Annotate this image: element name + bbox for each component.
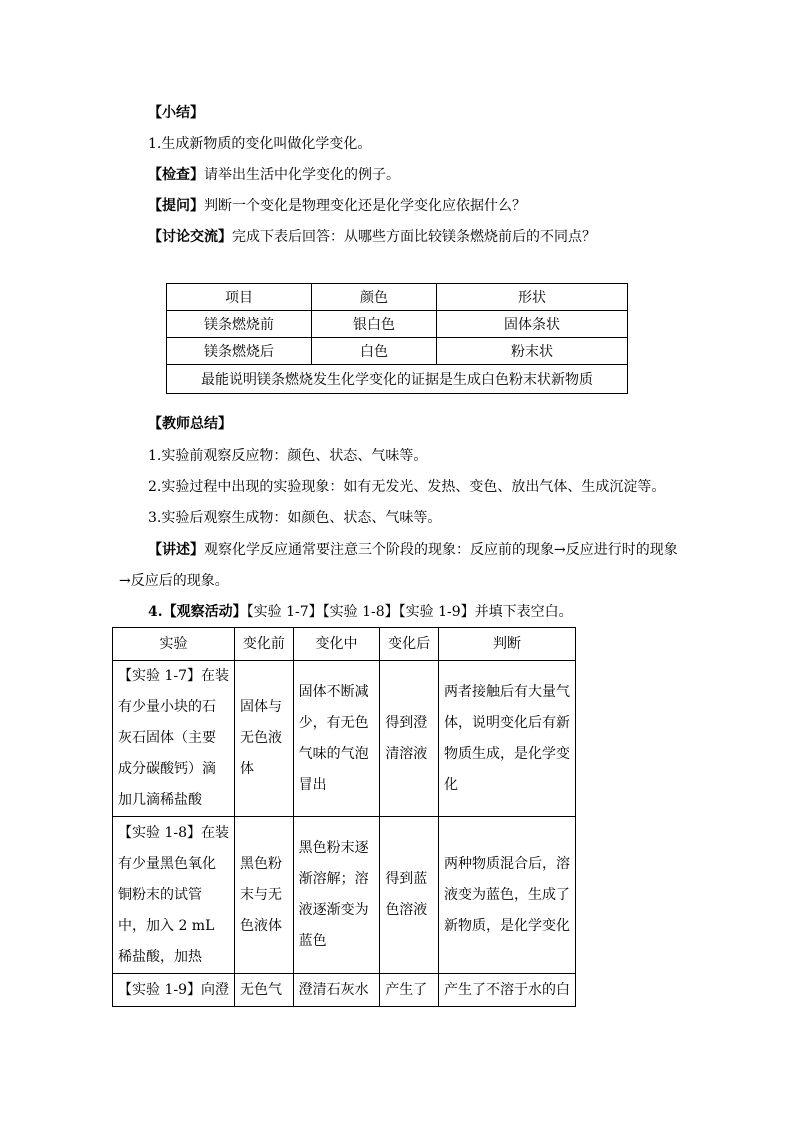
teacher-item: 3.实验后观察生成物：如颜色、状态、气味等。 xyxy=(148,510,442,526)
teacher-item: 2.实验过程中出现的实验现象：如有无发光、发热、变色、放出气体、生成沉淀等。 xyxy=(148,479,666,495)
experiment-table xyxy=(112,627,576,1007)
table-cell: 镁条燃烧前 xyxy=(167,311,312,338)
table-cell: 银白色 xyxy=(312,311,437,338)
table-row xyxy=(167,338,628,365)
question-line xyxy=(148,196,526,216)
activity-text: 【实验 1-7】【实验 1-8】【实验 1-9】并填下表空白。 xyxy=(246,604,573,620)
lecture-tag: 【讲述】 xyxy=(148,542,204,558)
summary-heading xyxy=(148,103,204,123)
magnesium-comparison-table xyxy=(166,283,628,394)
table-header-cell: 实验 xyxy=(113,628,235,661)
table-cell: 得到澄清溶液 xyxy=(380,661,439,817)
table-header-cell: 判断 xyxy=(439,628,576,661)
lecture-text: 观察化学反应通常要注意三个阶段的现象：反应前的现象→反应进行时的现象 xyxy=(204,542,678,558)
table-cell: 镁条燃烧后 xyxy=(167,338,312,365)
table-cell: 黑色粉末逐渐溶解；溶液逐渐变为蓝色 xyxy=(293,817,380,974)
table-cell: 固体条状 xyxy=(437,311,628,338)
table-header-cell: 变化前 xyxy=(235,628,294,661)
table-cell: 得到蓝色溶液 xyxy=(380,817,439,974)
table-cell: 白色 xyxy=(312,338,437,365)
table-footer-cell: 最能说明镁条燃烧发生化学变化的证据是生成白色粉末状新物质 xyxy=(167,365,628,394)
discussion-line xyxy=(148,227,596,247)
teacher-item: 1.实验前观察反应物：颜色、状态、气味等。 xyxy=(148,448,428,464)
table-cell: 无色气 xyxy=(235,974,294,1007)
lecture-line xyxy=(148,540,678,560)
activity-line xyxy=(148,602,573,622)
discussion-text: 完成下表后回答：从哪些方面比较镁条燃烧前后的不同点？ xyxy=(232,229,596,245)
table-header-cell: 形状 xyxy=(437,284,628,311)
table-row xyxy=(167,311,628,338)
table-cell: 固体不断减少，有无色气味的气泡冒出 xyxy=(293,661,380,817)
table-row xyxy=(113,661,576,817)
table-cell: 两种物质混合后，溶液变为蓝色，生成了新物质，是化学变化 xyxy=(439,817,576,974)
table-row xyxy=(167,365,628,394)
table-row xyxy=(113,817,576,974)
table-cell: 固体与无色液体 xyxy=(235,661,294,817)
teacher-tag: 【教师总结】 xyxy=(148,416,232,432)
discussion-tag: 【讨论交流】 xyxy=(148,229,232,245)
table-row xyxy=(113,628,576,661)
summary-tag: 【小结】 xyxy=(148,105,204,121)
question-text: 判断一个变化是物理变化还是化学变化应依据什么？ xyxy=(204,198,526,214)
table-header-cell: 变化后 xyxy=(380,628,439,661)
teacher-summary-heading xyxy=(148,414,232,434)
check-text: 请举出生活中化学变化的例子。 xyxy=(204,167,400,183)
summary-item: 1.生成新物质的变化叫做化学变化。 xyxy=(148,136,372,152)
activity-number: 4. xyxy=(148,604,163,620)
table-cell: 澄清石灰水 xyxy=(293,974,380,1007)
table-row xyxy=(113,974,576,1007)
check-tag: 【检查】 xyxy=(148,167,204,183)
table-cell: 【实验 1-9】向澄 xyxy=(113,974,235,1007)
table-cell: 产生了不溶于水的白 xyxy=(439,974,576,1007)
table-header-cell: 颜色 xyxy=(312,284,437,311)
table-header-cell: 变化中 xyxy=(293,628,380,661)
table-cell: 两者接触后有大量气体，说明变化后有新物质生成，是化学变化 xyxy=(439,661,576,817)
activity-tag: 【观察活动】 xyxy=(162,604,247,620)
table-cell: 产生了 xyxy=(380,974,439,1007)
table-cell: 【实验 1-8】在装有少量黑色氧化铜粉末的试管中，加入 2 mL 稀盐酸，加热 xyxy=(113,817,235,974)
lecture-line-continued: →反应后的现象。 xyxy=(119,573,229,589)
table-cell: 粉末状 xyxy=(437,338,628,365)
table-cell: 黑色粉末与无色液体 xyxy=(235,817,294,974)
question-tag: 【提问】 xyxy=(148,198,204,214)
table-header-cell: 项目 xyxy=(167,284,312,311)
table-cell: 【实验 1-7】在装有少量小块的石灰石固体（主要成分碳酸钙）滴加几滴稀盐酸 xyxy=(113,661,235,817)
check-line xyxy=(148,165,400,185)
table-row xyxy=(167,284,628,311)
